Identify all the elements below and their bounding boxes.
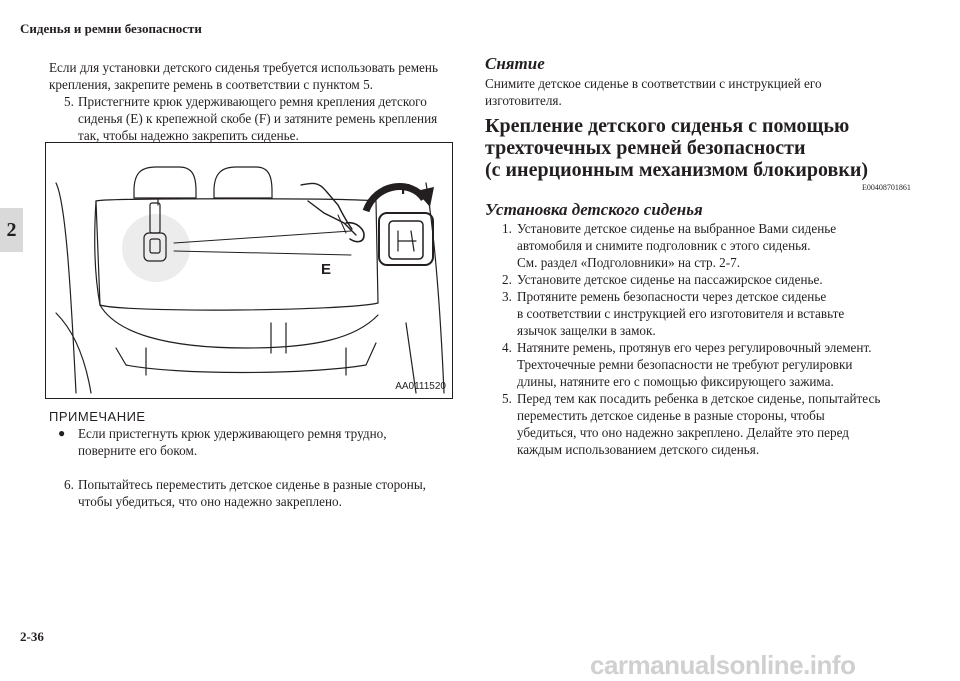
intro-line-1: Если для установки детского сиденья требуется использовать ремень [49,60,438,75]
removal-heading: Снятие [485,54,545,73]
running-header: Сиденья и ремни безопасности [20,21,202,36]
install-2-number: 2. [502,272,512,287]
step-6-line-2: чтобы убедиться, что оно надежно закреплено. [78,494,342,509]
install-3-line-1: Протяните ремень безопасности через детское сиденье [517,289,827,304]
install-heading: Установка детского сиденья [485,200,703,219]
install-1-line-1: Установите детское сиденье на выбранное Вами сиденье [517,221,837,236]
install-4-line-2: Трехточечные ремни безопасности не требуют регулировки [517,357,853,372]
install-5-line-1: Перед тем как посадить ребенка в детское сиденье, попытайтесь [517,391,881,406]
label-f: F [401,181,411,198]
step-6-line-1: Попытайтесь переместить детское сиденье в разные стороны, [78,477,426,492]
install-3-line-3: язычок защелки в замок. [517,323,656,338]
install-5-number: 5. [502,391,512,406]
note-line-2: поверните его боком. [78,443,198,458]
install-4-number: 4. [502,340,512,355]
install-5-line-2: переместить детское сиденье в разные стороны, чтобы [517,408,825,423]
section-heading-line-1: Крепление детского сиденья с помощью [485,115,850,137]
step-5-line-2: сиденья (E) к крепежной скобе (F) и затяните ремень крепления [78,111,438,126]
seat-tether-illustration [46,143,452,398]
install-4-line-1: Натяните ремень, протянув его через регулировочный элемент. [517,340,872,355]
removal-line-1: Снимите детское сиденье в соответствии с инструкцией его [485,76,822,91]
step-5-line-3: так, чтобы надежно закрепить сиденье. [78,128,299,143]
install-1-line-2: автомобиля и снимите подголовник с этого сиденья. [517,238,811,253]
install-2-line-1: Установите детское сиденье на пассажирское сиденье. [517,272,823,287]
note-bullet: ● [58,426,66,440]
step-5-number: 5. [64,94,74,109]
watermark-text: carmanualsonline.info [590,650,856,680]
section-heading-line-3: (с инерционным механизмом блокировки) [485,159,869,181]
install-5-line-4: каждым использованием детского сиденья. [517,442,760,457]
label-e: E [321,261,332,278]
step-5-line-1: Пристегните крюк удерживающего ремня крепления детского [78,94,427,109]
install-3-line-2: в соответствии с инструкцией его изготовителя и вставьте [517,306,845,321]
install-4-line-3: длины, натяните его с помощью фиксирующего зажима. [517,374,834,389]
note-line-1: Если пристегнуть крюк удерживающего ремня трудно, [78,426,387,441]
note-heading: ПРИМЕЧАНИЕ [49,409,146,424]
removal-line-2: изготовителя. [485,93,562,108]
intro-line-2: крепления, закрепите ремень в соответствии с пунктом 5. [49,77,373,92]
section-code: E00408701861 [862,183,911,192]
seat-tether-figure [45,142,453,399]
chapter-tab: 2 [0,208,23,252]
page-number: 2-36 [20,629,44,644]
section-heading-line-2: трехточечных ремней безопасности [485,137,806,159]
install-5-line-3: убедиться, что оно надежно закреплено. Делайте это перед [517,425,849,440]
figure-code: AA0111520 [395,381,446,392]
step-6-number: 6. [64,477,74,492]
install-1-line-3: См. раздел «Подголовники» на стр. 2-7. [517,255,741,270]
install-1-number: 1. [502,221,512,236]
install-3-number: 3. [502,289,512,304]
